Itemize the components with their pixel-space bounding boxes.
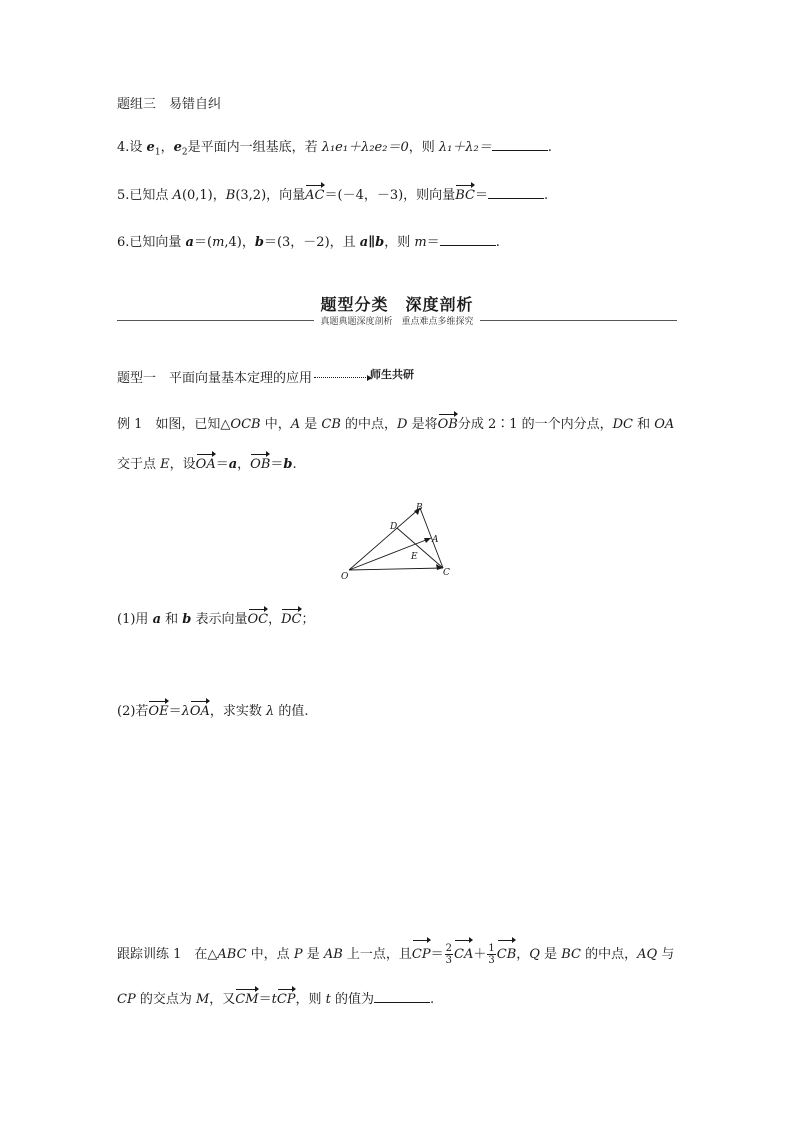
section-title: 题型分类 深度剖析 [320, 295, 474, 314]
q6-text5: ，则 [384, 235, 415, 250]
q5-point-b: B [225, 188, 236, 203]
q6-text3: ,4)， [224, 235, 255, 250]
part1-a: a [152, 612, 161, 627]
section-subtitle-text: 真题典题深度剖析 重点难点多维探究 [314, 317, 479, 327]
q6-vector-a: a [185, 235, 194, 250]
q4-sub2: 2 [181, 147, 188, 158]
track1-text: 是 [302, 947, 324, 962]
q4-ask: λ₁＋λ₂＝ [438, 140, 492, 155]
frac1-num: 2 [445, 943, 453, 954]
track1-q: Q [529, 947, 540, 962]
label-b: B [416, 503, 423, 513]
q6-eq: ＝ [426, 235, 440, 250]
triangle-figure [335, 498, 465, 584]
track1-text: ， [516, 947, 530, 962]
q4-end: . [547, 140, 552, 155]
track1-vector-ca: CA [454, 942, 473, 968]
q4-text: 设 [129, 140, 147, 155]
q5-answer-blank[interactable] [488, 186, 544, 199]
ex1-text: 交于点 [117, 457, 161, 472]
label-d: D [390, 522, 398, 532]
fraction-one-third [487, 943, 495, 966]
ex1-text: 是将 [407, 417, 438, 432]
track1-m: M [195, 992, 210, 1007]
ex1-text: ＝ [270, 457, 284, 472]
track1-eq: ＝ [430, 947, 444, 962]
track1-t: t [271, 992, 277, 1007]
part2-eq: ＝ [168, 704, 182, 719]
q4-sub1: 1 [154, 147, 161, 158]
ex1-text: 是 [300, 417, 322, 432]
ex1-a-vec: a [228, 457, 238, 472]
q5-point-a: A [172, 188, 182, 203]
type-1-heading [117, 370, 414, 388]
q5-eq: ＝ [474, 188, 488, 203]
track1-text: 的值为 [330, 992, 375, 1007]
segment-oa [349, 538, 431, 570]
part1-text: 表示向量 [191, 612, 248, 627]
part2-lambda2: λ [266, 704, 275, 719]
part2-end: 的值. [274, 704, 309, 719]
q6-end: . [495, 235, 500, 250]
track1-cp: CP [117, 992, 136, 1007]
part1-b: b [182, 612, 192, 627]
ex1-text: ，设 [169, 457, 196, 472]
track1-vector-cb: CB [497, 942, 517, 968]
track1-answer-blank[interactable] [374, 990, 430, 1003]
arrowhead-a [424, 538, 431, 543]
q6-m2: m [414, 235, 427, 250]
part2-text: ，求实数 [209, 704, 267, 719]
dotted-arrow-icon [314, 377, 368, 378]
track1-eq: ＝ [258, 992, 272, 1007]
track1-abc: ABC [217, 947, 247, 962]
part1-end: ； [301, 612, 315, 627]
ex1-vector-ob2: OB [250, 457, 271, 472]
ex1-text: 和 [633, 417, 655, 432]
q4-expression: λ₁e₁＋λ₂e₂＝0 [321, 140, 409, 155]
track1-text: 的交点为 [135, 992, 196, 1007]
part1-vector-oc: OC [247, 612, 269, 627]
part2-lambda: λ [181, 704, 190, 719]
track1-vector-cp2: CP [276, 992, 296, 1007]
q6-text4: ＝(3，－2)，且 [263, 235, 360, 250]
track1-text: 中，点 [246, 947, 294, 962]
track1-text: 跟踪训练 1 在△ [117, 947, 218, 962]
q4-text3: ，则 [408, 140, 439, 155]
question-4 [117, 138, 552, 162]
track1-text: ，则 [295, 992, 326, 1007]
part-2 [117, 703, 309, 721]
q5-number: 5. [117, 188, 130, 203]
ex1-cb: CB [321, 417, 341, 432]
track-1-line-1 [117, 942, 674, 968]
q6-parallel: a∥b [359, 235, 385, 250]
q5-vector-bc: BC [455, 188, 475, 203]
track1-text: 的中点， [580, 947, 638, 962]
q4-comma: ， [160, 140, 174, 155]
track1-text: 上一点，且 [342, 947, 412, 962]
ex1-dc: DC [612, 417, 633, 432]
q5-text: 已知点 [129, 188, 173, 203]
q4-text2: 是平面内一组基底，若 [187, 140, 322, 155]
part2-text: (2)若 [117, 704, 149, 719]
track1-plus: ＋ [473, 947, 487, 962]
ex1-vector-oa: OA [195, 457, 216, 472]
label-c: C [443, 568, 450, 578]
track1-text: 与 [657, 947, 675, 962]
ex1-e: E [160, 457, 170, 472]
q6-text: 已知向量 [129, 235, 186, 250]
question-5 [117, 186, 548, 205]
track1-vector-cm: CM [235, 992, 259, 1007]
q4-number: 4. [117, 140, 130, 155]
q5-vector-ac: AC [305, 188, 325, 203]
q4-e1: e [146, 140, 155, 155]
q6-number: 6. [117, 235, 130, 250]
group-heading-text: 题组三 易错自纠 [117, 97, 222, 112]
part1-sep: ， [268, 612, 282, 627]
frac2-num: 1 [488, 943, 495, 954]
track1-t2: t [325, 992, 331, 1007]
part-1 [117, 611, 315, 629]
q4-answer-blank[interactable] [492, 138, 548, 151]
example-1-line-1 [117, 416, 674, 434]
type-1-label: 题型一 平面向量基本定理的应用 [117, 371, 313, 386]
track1-text: 是 [539, 947, 562, 962]
example-1-line-2 [117, 456, 297, 474]
section-subtitle [0, 314, 794, 327]
label-a: A [432, 535, 439, 545]
part2-vector-oa: OA [189, 704, 210, 719]
segment-oc [349, 568, 443, 570]
q5-end: . [543, 188, 549, 203]
q4-e2: e [173, 140, 182, 155]
ex1-b-vec: b [283, 457, 293, 472]
track-1-line-2 [117, 990, 434, 1009]
q6-m: m [212, 235, 225, 250]
q5-b-coord: (3,2)，向量 [235, 188, 306, 203]
type-1-tag: 师生共研 [370, 368, 415, 381]
label-e: E [411, 552, 418, 562]
group-heading [117, 96, 221, 114]
part1-text: (1)用 [117, 612, 153, 627]
part1-vector-dc: DC [281, 612, 302, 627]
frac1-den: 3 [445, 955, 453, 966]
segment-dc [397, 528, 443, 568]
ex1-d: D [397, 417, 408, 432]
ex1-text: 分成 2∶1 的一个内分点， [457, 417, 613, 432]
part1-text: 和 [161, 612, 183, 627]
q5-a-coord: (0,1)， [181, 188, 226, 203]
ex1-oa: OA [654, 417, 675, 432]
part2-vector-oe: OE [148, 704, 169, 719]
q6-answer-blank[interactable] [440, 233, 496, 246]
ex1-text: . [292, 457, 297, 472]
ex1-text: ， [237, 457, 251, 472]
question-6 [117, 233, 500, 252]
q6-vector-b: b [254, 235, 264, 250]
ex1-text: ＝ [215, 457, 229, 472]
label-o: O [341, 572, 349, 582]
track1-end: . [430, 992, 435, 1007]
ex1-text: 的中点， [340, 417, 398, 432]
track1-text: ，又 [209, 992, 236, 1007]
track1-vector-cp: CP [412, 942, 431, 968]
fraction-two-thirds [445, 943, 453, 966]
frac2-den: 3 [488, 955, 495, 966]
track1-aq: AQ [637, 947, 658, 962]
track1-ab: AB [323, 947, 343, 962]
ex1-a: A [290, 417, 301, 432]
q5-text2: ＝(－4，－3)，则向量 [324, 188, 456, 203]
ex1-text: 例 1 如图，已知△ [117, 417, 231, 432]
q6-text2: ＝( [193, 235, 213, 250]
track1-p: P [293, 947, 303, 962]
track1-bc: BC [561, 947, 581, 962]
ex1-vector-ob: OB [437, 417, 458, 432]
ex1-ocb: OCB [230, 417, 261, 432]
ex1-text: 中， [260, 417, 291, 432]
